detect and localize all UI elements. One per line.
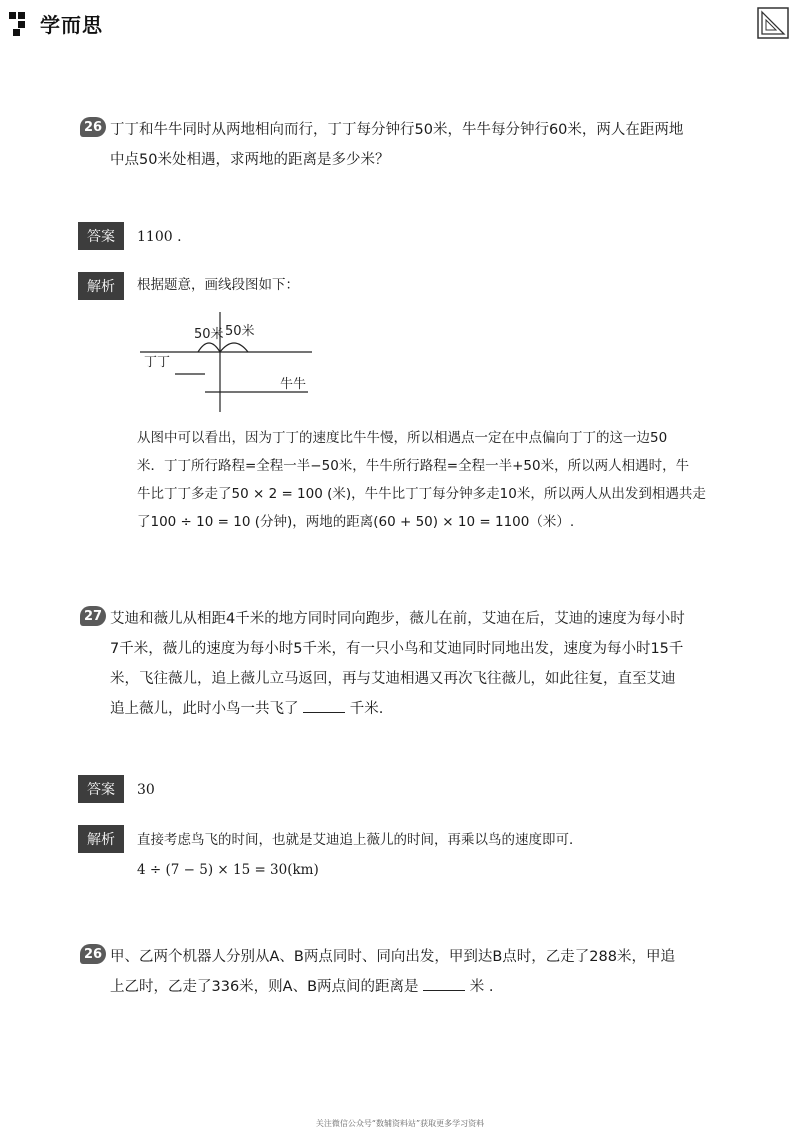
- explanation-tag: 解析: [78, 272, 124, 300]
- answer-blank: [303, 696, 345, 713]
- explanation-line: 米．丁丁所行路程=全程一半−50米，牛牛所行路程=全程一半+50米，所以两人相遇时，牛: [137, 458, 690, 474]
- corner-emblem-icon: [756, 6, 790, 40]
- explanation-formula: 4 ÷ (7 − 5) × 15 = 30(km): [137, 862, 319, 878]
- answer-value: 30: [137, 782, 155, 798]
- question-line: [110, 972, 770, 1002]
- question-line: 中点50米处相遇，求两地的距离是多少米？: [110, 152, 390, 168]
- question-line-text: 千米.: [349, 701, 384, 717]
- question-line: [110, 694, 770, 724]
- diagram-label-right: 50米: [225, 324, 255, 339]
- question-number-badge: 27: [80, 606, 106, 626]
- question-line: 艾迪和薇儿从相距4千米的地方同时同向跑步，薇儿在前，艾迪在后，艾迪的速度为每小时: [110, 611, 685, 627]
- question-text: [110, 942, 770, 1002]
- explanation-line: 从图中可以看出，因为丁丁的速度比牛牛慢，所以相遇点一定在中点偏向丁丁的这一边50: [137, 430, 668, 446]
- answer-tag: 答案: [78, 775, 124, 803]
- question-line: 7千米，薇儿的速度为每小时5千米，有一只小鸟和艾迪同时同地出发，速度为每小时15千: [110, 641, 684, 657]
- answer-tag: 答案: [78, 222, 124, 250]
- question-number-badge: 26: [80, 117, 106, 137]
- logo-text: 学而思: [40, 12, 103, 37]
- explanation-line: 牛比丁丁多走了50 × 2 = 100 (米)，牛牛比丁丁每分钟多走10米，所以两人从出发到相遇共走: [137, 486, 706, 502]
- question-text: [110, 115, 770, 175]
- explanation-line: 了100 ÷ 10 = 10 (分钟)，两地的距离(60 + 50) × 10 = 1100（米）.: [137, 514, 575, 530]
- question-line-text: 追上薇儿，此时小鸟一共飞了: [110, 701, 299, 717]
- explanation-tag: 解析: [78, 825, 124, 853]
- question-line: 甲、乙两个机器人分别从A、B两点同时、同向出发，甲到达B点时，乙走了288米，甲追: [110, 949, 675, 965]
- answer-value: 1100 .: [137, 229, 182, 245]
- question-line-text: 米 .: [469, 979, 494, 995]
- line-segment-diagram: [130, 312, 320, 417]
- question-line-text: 上乙时，乙走了336米，则A、B两点间的距离是: [110, 979, 419, 995]
- question-line: 米，飞往薇儿，追上薇儿立马返回，再与艾迪相遇又再次飞往薇儿，如此往复，直至艾迪: [110, 671, 676, 687]
- logo-mark-icon: [6, 8, 36, 38]
- explanation-line: 直接考虑鸟飞的时间，也就是艾迪追上薇儿的时间，再乘以鸟的速度即可．: [137, 832, 583, 848]
- brand-logo: [6, 6, 103, 40]
- explanation-text: [137, 424, 737, 536]
- diagram-label-a: 丁丁: [144, 355, 171, 370]
- question-line: 丁丁和牛牛同时从两地相向而行，丁丁每分钟行50米，牛牛每分钟行60米，两人在距两地: [110, 122, 684, 138]
- diagram-label-left: 50米: [194, 327, 224, 342]
- explanation-intro: 根据题意，画线段图如下：: [137, 277, 299, 293]
- answer-blank: [423, 974, 465, 991]
- diagram-label-b: 牛牛: [280, 377, 307, 392]
- question-text: [110, 604, 770, 724]
- question-number-badge: 26: [80, 944, 106, 964]
- footer-note: 关注微信公众号“数辅资料站”获取更多学习资料: [315, 1119, 485, 1128]
